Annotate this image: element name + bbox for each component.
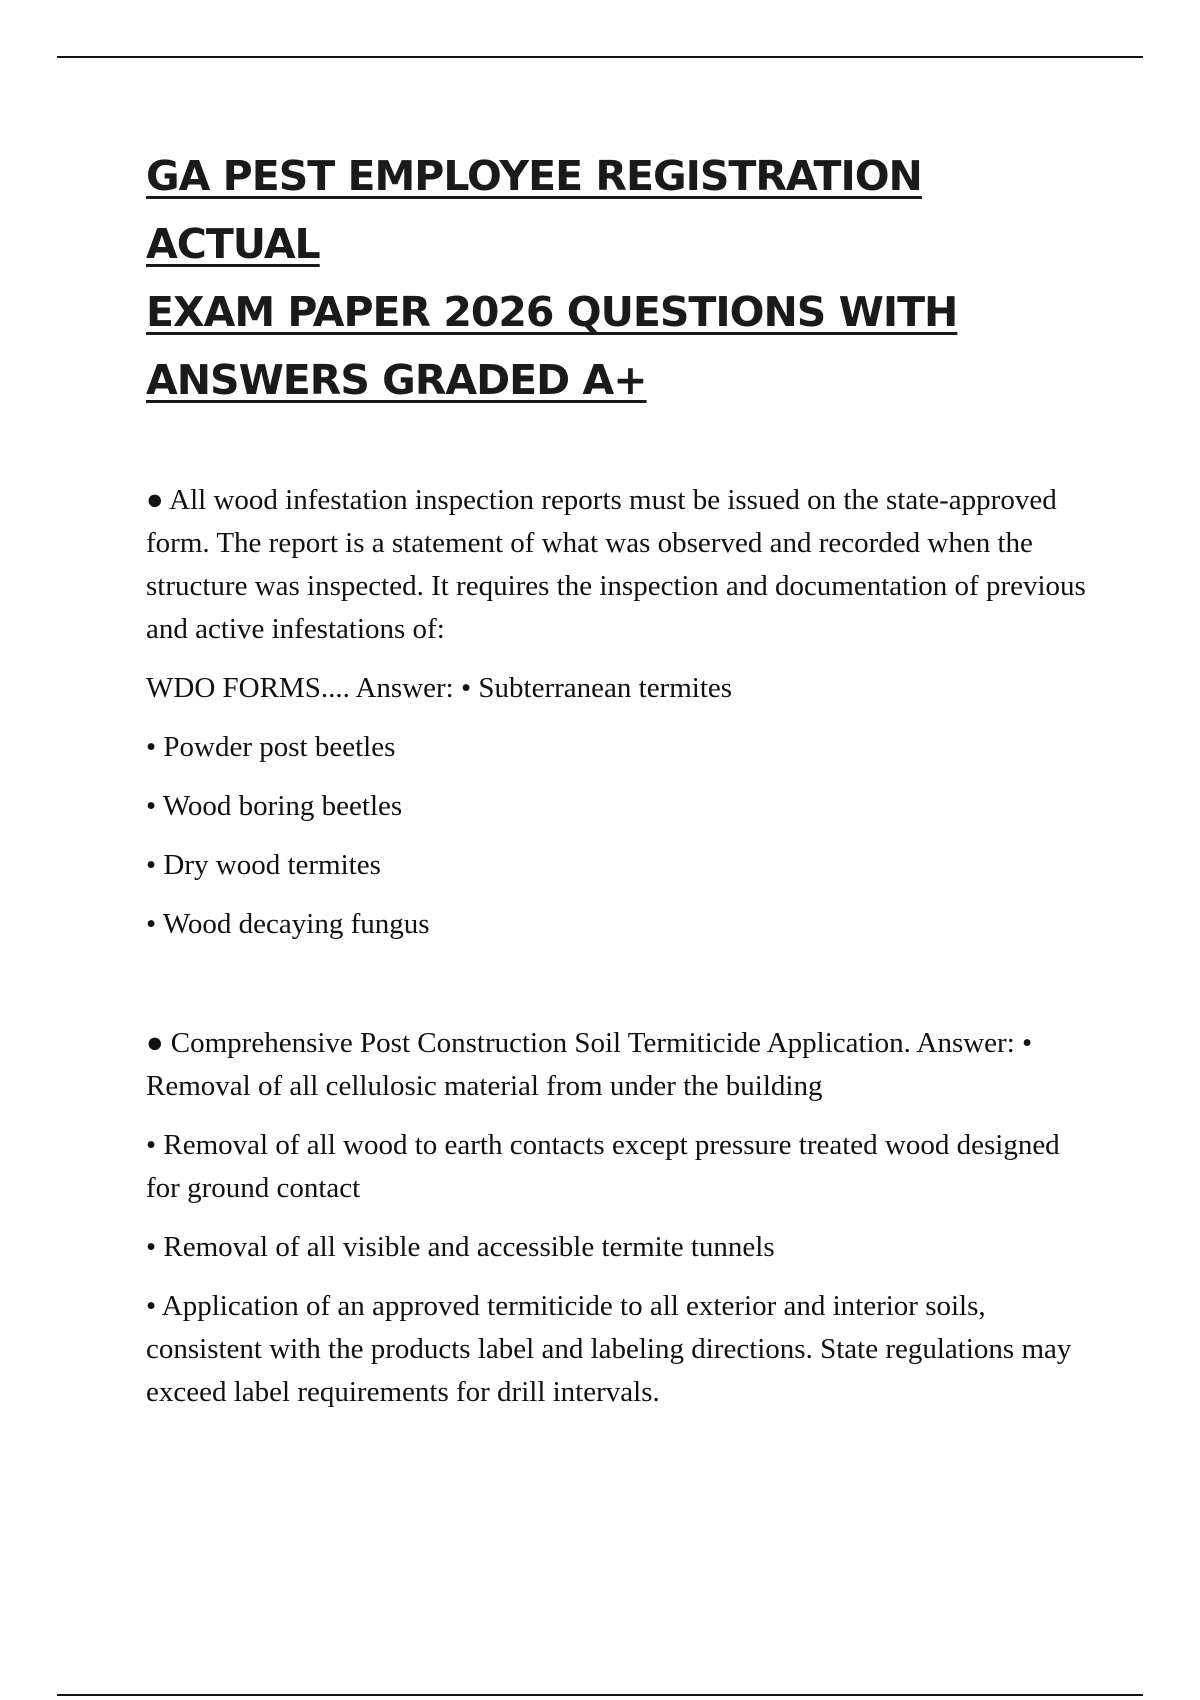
answer-item: • Removal of all wood to earth contacts except pressure treated wood designed for ground contact [146,1129,1060,1204]
answer-item: • Wood decaying fungus [146,908,430,940]
answer-line: WDO FORMS.... Answer: • Subterranean termites [146,672,733,704]
question-block-2 [146,1022,1096,1430]
title-line: ANSWERS GRADED A+ [146,356,647,404]
answer-item: • Powder post beetles [146,731,396,763]
title-line: EXAM PAPER 2026 QUESTIONS WITH [146,288,958,336]
question-text: ● Comprehensive Post Construction Soil Termiticide Application. Answer: • Removal of all cellulosic material from under the building [146,1027,1033,1102]
answer-item: • Removal of all visible and accessible termite tunnels [146,1231,775,1263]
answer-item: • Dry wood termites [146,849,381,881]
document-title [146,142,1106,414]
answer-item: • Application of an approved termiticide to all exterior and interior soils, consistent with the products label and labeling directions. State regulations may exceed label requirements for drill intervals. [146,1290,1072,1408]
question-block-1 [146,479,1096,962]
answer-item: • Wood boring beetles [146,790,403,822]
bottom-rule [57,1694,1143,1696]
question-text: ● All wood infestation inspection reports must be issued on the state-approved form. The report is a statement of what was observed and recorded when the structure was inspected. It requires the inspection and documentation of previous and active infestations of: [146,484,1086,645]
title-line: GA PEST EMPLOYEE REGISTRATION ACTUAL [146,152,922,268]
top-rule [57,56,1143,58]
